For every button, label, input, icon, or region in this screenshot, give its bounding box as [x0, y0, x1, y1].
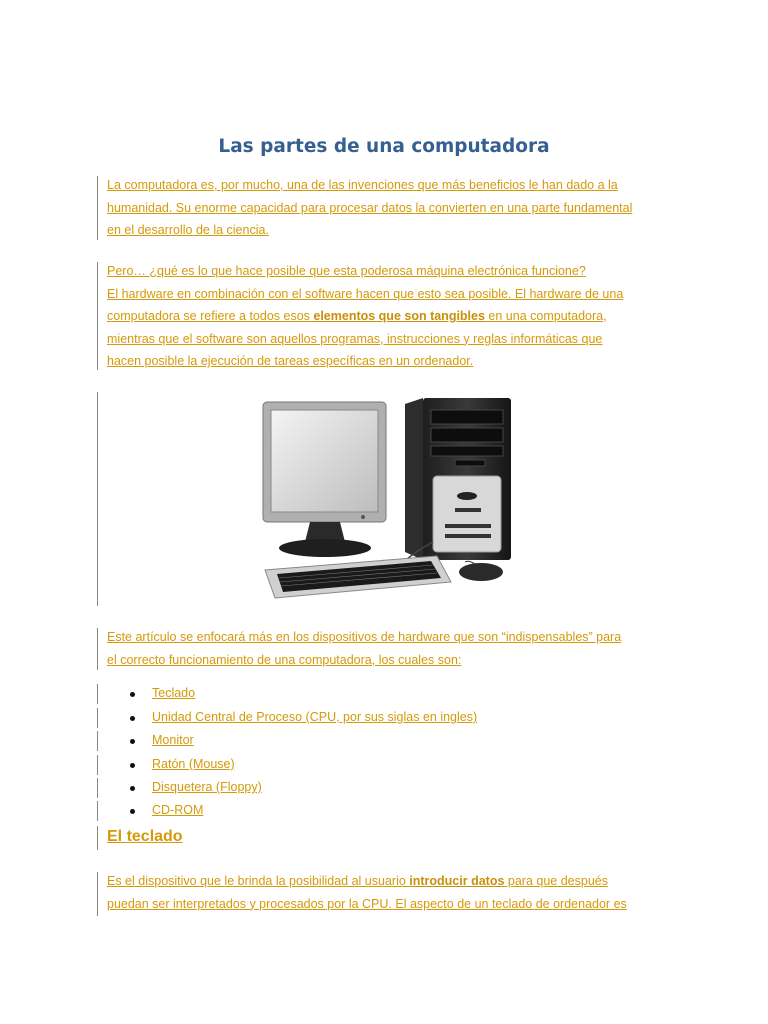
- keyboard-line-2: puedan ser interpretados y procesados por la CPU. El aspecto de un teclado de ordenador es: [107, 896, 627, 911]
- input-data-emphasis: introducir datos: [409, 874, 505, 888]
- hardware-line-2: El hardware en combinación con el software hacen que esto sea posible. El hardware de una: [107, 286, 624, 301]
- list-item: [0, 755, 600, 775]
- device-cdrom-link[interactable]: CD-ROM: [152, 803, 204, 817]
- bullet-icon: [130, 809, 135, 814]
- change-bar: [97, 872, 98, 916]
- intro-line-1: La computadora es, por mucho, una de las invenciones que más beneficios le han dado a la: [107, 178, 618, 192]
- hardware-line-5: hacen posible la ejecución de tareas específicas en un ordenador.: [107, 354, 474, 368]
- bullet-icon: [130, 786, 135, 791]
- hardware-line-3a: computadora se refiere a todos esos: [107, 309, 314, 323]
- hardware-line-3b: en una computadora,: [484, 309, 607, 323]
- intro-line-3: en el desarrollo de la ciencia.: [107, 223, 269, 237]
- list-item: [0, 778, 600, 798]
- tangible-elements-emphasis: elementos que son tangibles: [313, 309, 485, 323]
- monitor-icon: [263, 402, 386, 557]
- device-floppy-link[interactable]: Disquetera (Floppy): [152, 780, 262, 794]
- list-item: [0, 731, 600, 751]
- device-cpu-link[interactable]: Unidad Central de Proceso (CPU, por sus siglas en ingles): [152, 710, 478, 724]
- page-title: Las partes de una computadora: [218, 136, 550, 157]
- focus-line-2: el correcto funcionamiento de una computadora, los cuales son:: [107, 652, 462, 667]
- computer-illustration: [255, 392, 520, 608]
- keyboard-paragraph: [107, 870, 667, 915]
- bullet-icon: [130, 739, 135, 744]
- keyboard-line-1b: para que después: [504, 874, 608, 888]
- device-keyboard-link[interactable]: Teclado: [152, 686, 196, 700]
- bullet-icon: [130, 692, 135, 697]
- mouse-icon: [459, 561, 503, 581]
- change-bar: [97, 628, 98, 670]
- change-bar: [97, 176, 98, 240]
- bullet-icon: [130, 716, 135, 721]
- device-monitor-link[interactable]: Monitor: [152, 733, 194, 747]
- change-bar: [97, 826, 98, 850]
- hardware-paragraph: [107, 260, 667, 373]
- cpu-tower-icon: [405, 398, 511, 560]
- keyboard-line-1a: Es el dispositivo que le brinda la posibilidad al usuario: [107, 874, 410, 888]
- focus-line-1: Este artículo se enfocará más en los dispositivos de hardware que son “indispensables” para: [107, 630, 622, 644]
- intro-line-2: humanidad. Su enorme capacidad para procesar datos la convierten en una parte fundamental: [107, 200, 633, 215]
- section-heading-keyboard: El teclado: [107, 828, 183, 845]
- device-mouse-link[interactable]: Ratón (Mouse): [152, 757, 235, 771]
- focus-paragraph: [107, 626, 667, 671]
- hardware-line-4: mientras que el software son aquellos programas, instrucciones y reglas informáticas que: [107, 331, 603, 346]
- change-bar: [97, 392, 98, 606]
- bullet-icon: [130, 763, 135, 768]
- list-item: [0, 684, 600, 704]
- keyboard-icon: [265, 556, 451, 598]
- list-item: [0, 801, 600, 821]
- change-bar: [97, 262, 98, 370]
- hardware-line-1: Pero… ¿qué es lo que hace posible que esta poderosa máquina electrónica funcione?: [107, 264, 586, 278]
- intro-paragraph: [107, 174, 667, 242]
- list-item: [0, 708, 600, 728]
